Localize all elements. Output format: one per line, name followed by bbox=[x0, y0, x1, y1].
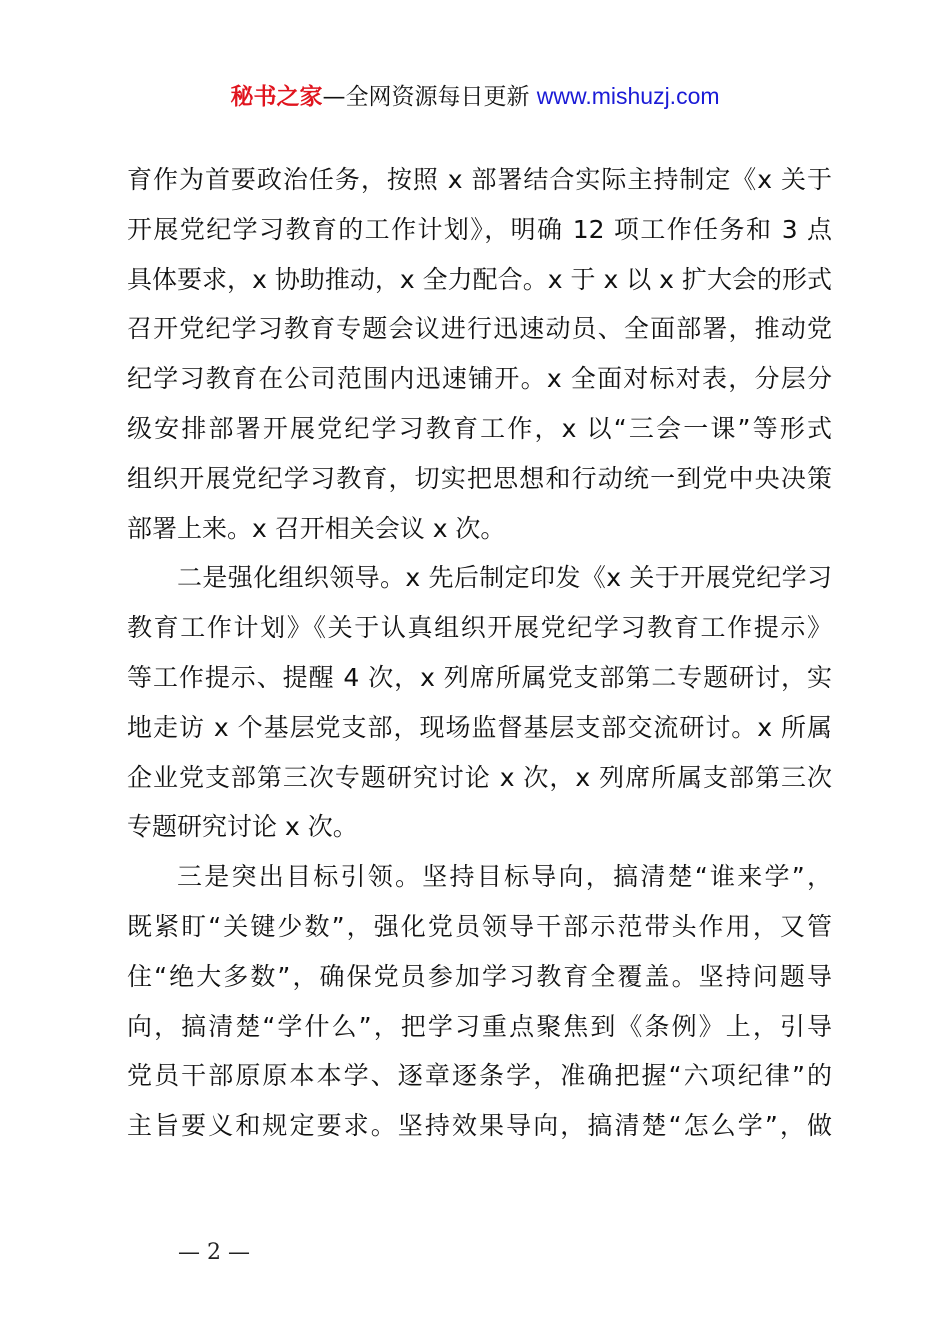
text-line: 主旨要义和规定要求。坚持效果导向，搞清楚“怎么学”，做 bbox=[127, 1111, 832, 1141]
text-line: 教育工作计划》《关于认真组织开展党纪学习教育工作提示》 bbox=[127, 613, 832, 643]
paragraph-start-line: 二是强化组织领导。x 先后制定印发《x 关于开展党纪学习 bbox=[177, 563, 832, 593]
text-line: 召开党纪学习教育专题会议进行迅速动员、全面部署，推动党 bbox=[127, 314, 832, 344]
text-line: 党员干部原原本本学、逐章逐条学，准确把握“六项纪律”的 bbox=[127, 1061, 832, 1091]
text-line: 纪学习教育在公司范围内迅速铺开。x 全面对标对表，分层分 bbox=[127, 364, 832, 394]
text-line: 既紧盯“关键少数”，强化党员领导干部示范带头作用，又管 bbox=[127, 911, 832, 941]
text-line: 开展党纪学习教育的工作计划》，明确 12 项工作任务和 3 点 bbox=[127, 214, 832, 244]
site-url-link[interactable]: www.mishuzj.com bbox=[536, 83, 720, 109]
page-number: — 2 — bbox=[178, 1240, 250, 1265]
text-line: 向，搞清楚“学什么”，把学习重点聚焦到《条例》上，引导 bbox=[127, 1011, 832, 1041]
text-line: 专题研究讨论 x 次。 bbox=[127, 812, 358, 842]
text-line: 具体要求，x 协助推动，x 全力配合。x 于 x 以 x 扩大会的形式 bbox=[127, 264, 832, 294]
text-line: 组织开展党纪学习教育，切实把思想和行动统一到党中央决策 bbox=[127, 463, 832, 493]
text-line: 地走访 x 个基层党支部，现场监督基层支部交流研讨。x 所属 bbox=[127, 712, 832, 742]
paragraph-start-line: 三是突出目标引领。坚持目标导向，搞清楚“谁来学”， bbox=[177, 862, 832, 892]
document-body bbox=[127, 155, 832, 1151]
brand-name: 秘书之家 bbox=[230, 84, 323, 110]
text-line: 育作为首要政治任务，按照 x 部署结合实际主持制定《x 关于 bbox=[127, 165, 832, 194]
text-line: 部署上来。x 召开相关会议 x 次。 bbox=[127, 513, 506, 543]
text-line: 企业党支部第三次专题研究讨论 x 次，x 列席所属支部第三次 bbox=[127, 762, 832, 792]
text-line: 等工作提示、提醒 4 次，x 列席所属党支部第二专题研讨，实 bbox=[127, 662, 832, 692]
site-watermark-header bbox=[0, 80, 950, 113]
header-tagline: —全网资源每日更新 bbox=[322, 84, 530, 110]
text-line: 级安排部署开展党纪学习教育工作，x 以“三会一课”等形式 bbox=[127, 413, 832, 443]
text-line: 住“绝大多数”，确保党员参加学习教育全覆盖。坚持问题导 bbox=[127, 961, 832, 991]
